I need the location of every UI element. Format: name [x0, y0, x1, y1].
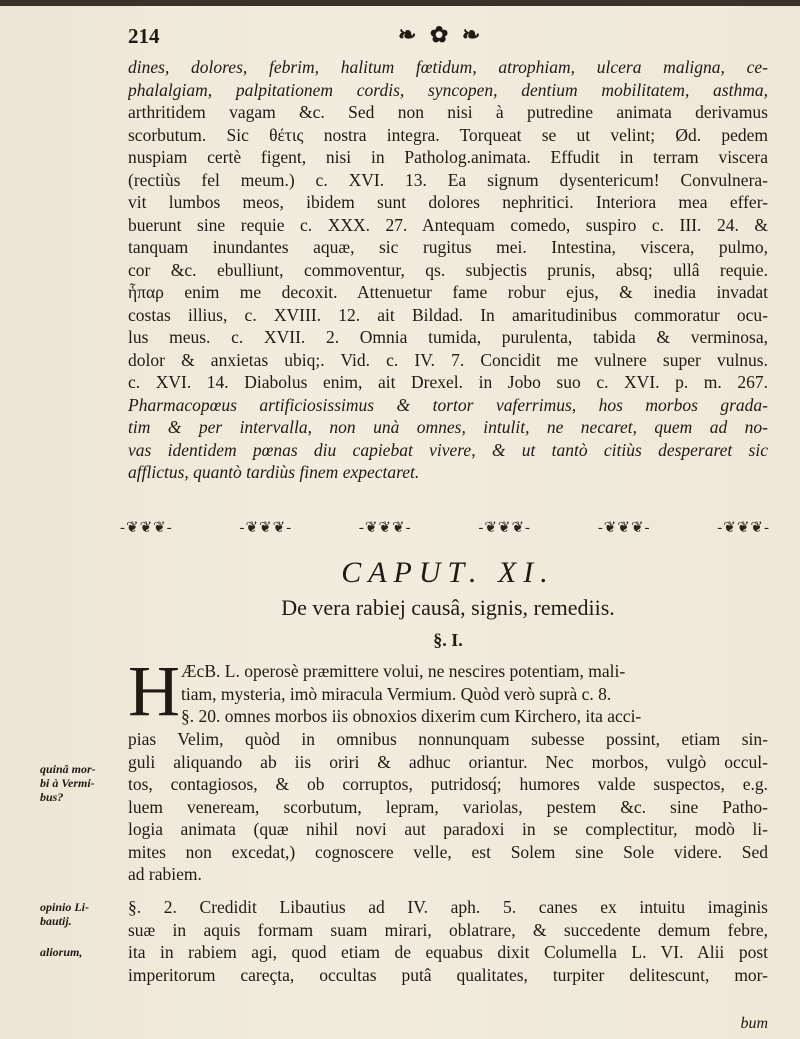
- section1-indented-lines: [181, 660, 768, 728]
- divider-ornament: -❦❦❦-: [120, 519, 173, 536]
- text-line: tanquam inundantes aquæ, sic rugitus mei. Intestina, viscera, pulmo,: [128, 237, 768, 257]
- text-line: vas identidem pœnas diu capiebat vivere, & ut tantò citiùs desperaret sic: [128, 439, 768, 460]
- text-line: (rectiùs fel meum.) c. XVI. 13. Ea signum dysentericum! Convulnera-: [128, 169, 768, 190]
- margin-note-line: quinâ mor-: [40, 762, 96, 776]
- text-line: §. 2. Credidit Libautius ad IV. aph. 5. canes ex intuitu imaginis: [128, 897, 768, 917]
- chapter-subtitle: De vera rabiej causâ, signis, remediis.: [281, 595, 615, 620]
- text-line: ad rabiem.: [128, 864, 202, 884]
- text-line: costas illius, c. XVIII. 12. ait Bildad. In amaritudinibus commoratur ocu-: [128, 304, 768, 325]
- text-line: tiam, mysteria, imò miracula Vermium. Quòd verò suprà c. 8.: [181, 683, 612, 704]
- running-header: [128, 22, 768, 52]
- page-number: 214: [128, 24, 160, 48]
- text-line: dolor & anxietas ubiq;. Vid. c. IV. 7. Concidit me vulnere super vulnus.: [128, 349, 768, 370]
- text-line: §. 20. omnes morbos iis obnoxios dixerim cum Kirchero, ita acci-: [181, 706, 642, 726]
- text-line: c. XVI. 14. Diabolus enim, ait Drexel. in Jobo suo c. XVI. p. m. 267.: [128, 372, 768, 392]
- drop-cap: H: [128, 651, 180, 731]
- margin-note: [40, 900, 126, 928]
- text-line: mites non excedat,) cognoscere velle, est Solem sine Sole videre. Sed: [128, 841, 768, 862]
- text-line: arthritidem vagam &c. Sed non nisi à putredine animata derivamus: [128, 102, 768, 122]
- divider-ornament: -❦❦❦-: [239, 519, 293, 536]
- margin-note-line: opinio Li-: [40, 900, 90, 914]
- divider-ornament: -❦❦❦-: [358, 519, 412, 536]
- text-line: nuspiam certè figent, nisi in Patholog.animata. Effudit in terram viscera: [128, 147, 768, 167]
- text-line: ÆcB. L. operosè præmittere volui, ne nescires potentiam, mali-: [181, 661, 626, 681]
- text-line: phalalgiam, palpitationem cordis, syncopen, dentium mobilitatem, asthma,: [128, 79, 768, 100]
- catchword: bum: [740, 1015, 768, 1032]
- margin-note: [40, 945, 126, 959]
- upper-paragraph: [128, 56, 768, 484]
- chapter-title: CAPUT. XI.: [341, 556, 555, 589]
- text-line: lus meus. c. XVII. 2. Omnia tumida, purulenta, tabida & verminosa,: [128, 327, 768, 347]
- ornamental-divider: [120, 515, 770, 539]
- margin-note-line: bautij.: [40, 914, 72, 928]
- text-line: ita in rabiem agi, quod etiam de equabus dixit Columella L. VI. Alii post: [128, 942, 768, 962]
- header-ornament: ❧ ✿ ❧: [398, 22, 485, 47]
- text-line: tos, contagiosos, & ob corruptos, putridosq́; humores valde suspectos, e.g.: [128, 774, 768, 794]
- margin-note: [40, 762, 126, 804]
- text-line: tim & per intervalla, non unà omnes, intulit, ne necaret, quem ad no-: [128, 417, 768, 437]
- text-line: dines, dolores, febrim, halitum fœtidum, atrophiam, ulcera maligna, ce-: [128, 57, 768, 77]
- text-line: scorbutum. Sic θέτις nostra integra. Torqueat se ut velint; Ød. pedem: [128, 124, 768, 145]
- text-line: imperitorum careçta, occultas putâ qualitates, turpiter delitescunt, mor-: [128, 964, 768, 985]
- margin-note-line: bus?: [40, 790, 64, 804]
- divider-ornament: -❦❦❦-: [717, 519, 770, 536]
- text-line: cor &c. ebulliunt, commoventur, qs. subjectis prunis, absq; ullâ requie.: [128, 259, 768, 280]
- text-line: suæ in aquis formam suam mirari, oblatrare, & succedente demum febre,: [128, 919, 768, 940]
- page-top-edge: [0, 0, 800, 6]
- section2-paragraph: [128, 896, 768, 986]
- text-line: luem veneream, scorbutum, lepram, variolas, pestem &c. sine Patho-: [128, 796, 768, 817]
- margin-note-line: bi à Vermi-: [40, 776, 95, 790]
- text-line: buerunt sine requie c. XXX. 27. Antequam comedo, suspiro c. III. 24. &: [128, 214, 768, 235]
- divider-ornament: -❦❦❦-: [597, 519, 651, 536]
- text-line: ἧπαρ enim me decoxit. Attenuetur fame robur ejus, & inedia invadat: [128, 282, 768, 302]
- divider-ornament: -❦❦❦-: [478, 519, 532, 536]
- text-line: Pharmacopœus artificiosissimus & tortor vaferrimus, hos morbos grada-: [128, 394, 768, 415]
- margin-note-line: aliorum,: [40, 945, 83, 959]
- text-line: vit lumbos meos, ibidem sunt dolores nephritici. Interiora mea effer-: [128, 192, 768, 212]
- text-line: afflictus, quantò tardiùs finem expectaret.: [128, 462, 420, 482]
- section1-paragraph: [128, 728, 768, 886]
- section-mark: §. I.: [433, 630, 463, 650]
- text-line: logia animata (quæ nihil novi aut paradoxi in se complectitur, modò li-: [128, 819, 768, 839]
- text-line: pias Velim, quòd in omnibus nonnunquam subesse possint, etiam sin-: [128, 729, 768, 749]
- text-line: guli aliquando ab iis oriri & adhuc oriantur. Nec morbos, vulgò occul-: [128, 751, 768, 772]
